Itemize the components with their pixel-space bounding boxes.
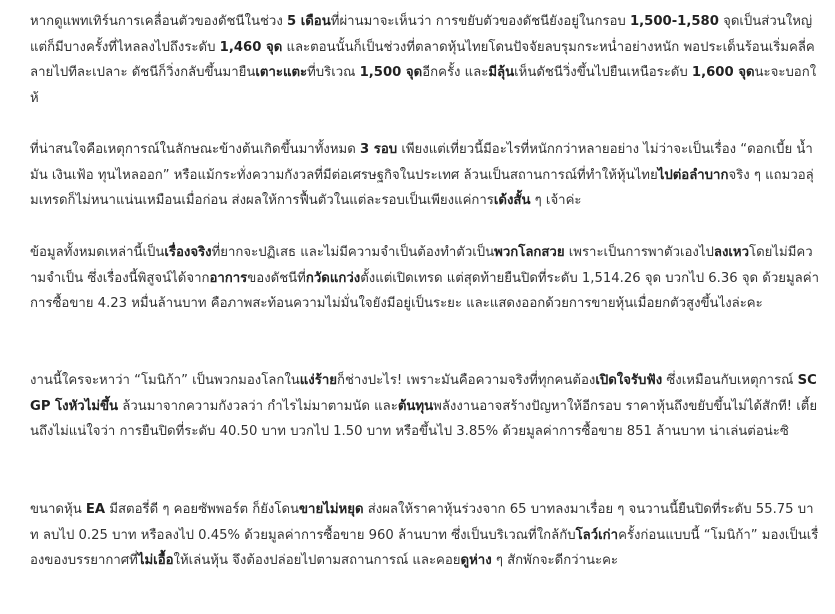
text-run: ที่บริเวณ bbox=[307, 65, 360, 81]
text-run: นะจะบอกให้ bbox=[30, 65, 817, 106]
text-run: เห็นดัชนีวิ่งขึ้นไปยืนเหนือระดับ bbox=[514, 65, 692, 81]
bold-phrase: อาการ bbox=[209, 270, 248, 286]
bold-phrase: เตาะแตะ bbox=[255, 65, 308, 81]
bold-phrase: 3 รอบ bbox=[359, 142, 398, 158]
paragraph-4 bbox=[30, 368, 820, 445]
text-run: โดยไม่มีความจำเป็น ซึ่งเรื่องนี้พิสูจน์ได้จาก bbox=[30, 245, 813, 286]
bold-phrase: SCGP โงหัวไม่ขึ้น bbox=[30, 373, 817, 414]
text-run: ซึ่งเหมือนกับเหตุการณ์ bbox=[662, 373, 798, 389]
bold-phrase: แง่ร้าย bbox=[299, 373, 337, 389]
text-run: จุดเป็นส่วนใหญ่ แต่ก็มีบางครั้งที่ไหลลงไปถึงระดับ bbox=[30, 14, 813, 55]
bold-phrase: เด้งสั้น bbox=[493, 193, 531, 209]
bold-phrase: EA bbox=[85, 502, 106, 518]
text-run: จริง ๆ แถมวอลุ่มเทรดก็ไม่หนาแน่นเหมือนเมื่อก่อน ส่งผลให้การฟื้นตัวในแต่ละรอบเป็นเพียงแค่การ bbox=[30, 167, 814, 209]
bold-phrase: โลว์เก่า bbox=[575, 527, 619, 543]
text-run: ที่ยากจะปฏิเสธ และไม่มีความจำเป็นต้องทำตัวเป็น bbox=[211, 245, 495, 261]
text-run: อีกครั้ง และ bbox=[422, 65, 489, 81]
bold-phrase: มีลุ้น bbox=[488, 65, 515, 81]
text-run: มีสตอรี่ดี ๆ คอยซัพพอร์ต ก็ยังโดน bbox=[105, 502, 300, 518]
bold-phrase: ขายไม่หยุด bbox=[299, 502, 364, 518]
bold-phrase: ดูห่าง bbox=[460, 553, 492, 569]
text-run: ล้วนมาจากความกังวลว่า กำไรไม่มาตามนัด และ bbox=[118, 398, 398, 414]
text-run: ข้อมูลทั้งหมดเหล่านี้เป็น bbox=[30, 245, 165, 261]
bold-phrase: ไปต่อลำบาก bbox=[657, 167, 729, 183]
text-run: เพราะเป็นการพาตัวเองไป bbox=[564, 245, 714, 261]
text-run: งานนี้ใครจะหาว่า “โมนิก้า” เป็นพวกมองโลกใน bbox=[30, 373, 300, 389]
text-run: ครั้งก่อนแบบนี้ “โมนิก้า” มองเป็นเรื่องของบรรยากาศที่ bbox=[30, 527, 819, 569]
text-run: ส่งผลให้ราคาหุ้นร่วงจาก 65 บาทลงมาเรื่อย ๆ จนวานนี้ยืนปิดที่ระดับ 55.75 บาท ลบไป 0.25 บาท หรือลงไป 0.45% ด้วยมูลค่าการซื้อขาย 960 ล้านบาท ซึ่งเป็นบริเวณที่ใกล้กับ bbox=[30, 502, 814, 543]
bold-phrase: กวัดแกว่ง bbox=[305, 270, 361, 286]
bold-phrase: 1,600 จุด bbox=[691, 65, 755, 81]
text-run: ให้เล่นหุ้น จึงต้องปล่อยไปตามสถานการณ์ และคอย bbox=[173, 553, 461, 569]
text-run: เพียงแต่เที่ยวนี้มีอะไรที่หนักกว่าหลายอย่าง ไม่ว่าจะเป็นเรื่อง “ดอกเบี้ย น้ำมัน เงินเฟ้อ ทุนไหลออก” หรือแม้กระทั่งความกังวลที่มีต่อเศรษฐกิจในประเทศ ล้วนเป็นสถานการณ์ที่ทำให้หุ้นไทย bbox=[30, 142, 813, 183]
bold-phrase: 1,500-1,580 bbox=[630, 14, 719, 30]
bold-phrase: ไม่เอื้อ bbox=[137, 553, 174, 569]
bold-phrase: 1,500 จุด bbox=[359, 65, 423, 81]
paragraph-5 bbox=[30, 497, 820, 574]
text-run: ๆ สักพักจะดีกว่านะคะ bbox=[491, 553, 618, 569]
text-run: และตอนนั้นก็เป็นช่วงที่ตลาดหุ้นไทยโดนปัจจัยลบรุมกระหน่ำอย่างหนัก พอประเด็นร้อนเริ่มคลี่คลายไปทีละเปลาะ ดัชนีก็วิ่งกลับขึ้นมายืน bbox=[30, 39, 815, 81]
bold-phrase: 1,460 จุด bbox=[219, 39, 283, 55]
text-run: หากดูแพทเทิร์นการเคลื่อนตัวของดัชนีในช่วง bbox=[30, 14, 287, 30]
paragraph-2 bbox=[30, 137, 820, 214]
paragraph-1 bbox=[30, 9, 820, 111]
text-run: ๆ เจ้าค่ะ bbox=[530, 193, 582, 209]
bold-phrase: ลงเหว bbox=[713, 245, 749, 261]
bold-phrase: พวกโลกสวย bbox=[494, 245, 565, 261]
paragraph-3 bbox=[30, 240, 820, 317]
text-run: ก็ช่างปะไร! เพราะมันคือความจริงที่ทุกคนต้อง bbox=[336, 373, 596, 389]
bold-phrase: เรื่องจริง bbox=[164, 245, 212, 261]
text-run: พลังงานอาจสร้างปัญหาให้อีกรอบ ราคาหุ้นถึงขยับขึ้นไม่ได้สักที! เตี้ยนถึงไม่แน่ใจว่า การยืนปิดที่ระดับ 40.50 บาท บวกไป 1.50 บาท หรือขึ้นไป 3.85% ด้วยมูลค่าการซื้อขาย 851 ล้านบาท น่าเล่นต่อน่ะซิ bbox=[30, 398, 818, 440]
text-run: ตั้งแต่เปิดเทรด แต่สุดท้ายยืนปิดที่ระดับ 1,514.26 จุด บวกไป 6.36 จุด ด้วยมูลค่าการซื้อขาย 4.23 หมื่นล้านบาท คือภาพสะท้อนความไม่มั่นใจยังมีอยู่เป็นระยะ และแสดงออกด้วยการขายหุ้นเมื่อยกตัวสูงขึ้นไงล่ะคะ bbox=[30, 270, 819, 312]
bold-phrase: 5 เดือน bbox=[286, 14, 331, 30]
bold-phrase: ต้นทุน bbox=[397, 398, 434, 414]
text-run: ที่ผ่านมาจะเห็นว่า การขยับตัวของดัชนียังอยู่ในกรอบ bbox=[330, 14, 630, 30]
text-run: ที่น่าสนใจคือเหตุการณ์ในลักษณะข้างต้นเกิดขึ้นมาทั้งหมด bbox=[30, 142, 360, 158]
bold-phrase: เปิดใจรับฟัง bbox=[595, 373, 663, 389]
text-run: ขนาดหุ้น bbox=[30, 502, 86, 518]
text-run: ของดัชนีที่ bbox=[247, 270, 306, 286]
